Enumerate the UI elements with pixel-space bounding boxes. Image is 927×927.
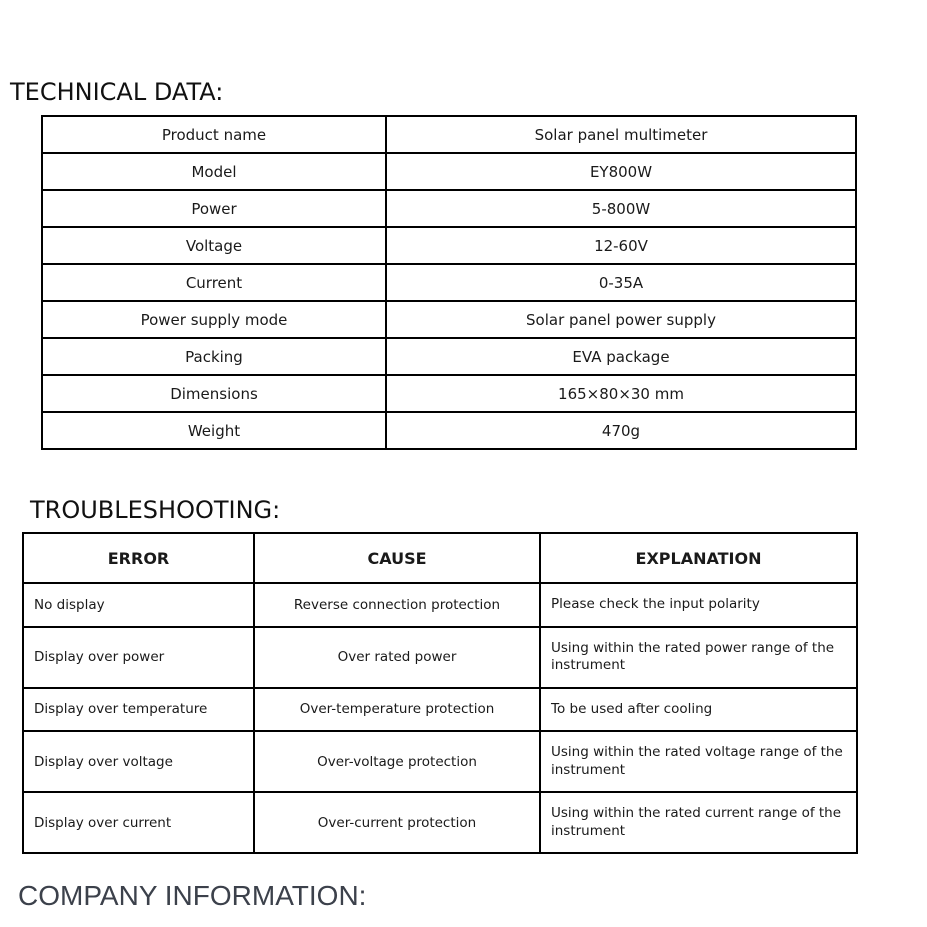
trouble-explanation-cell: Please check the input polarity [540,583,857,627]
table-row [42,153,856,190]
table-row [42,264,856,301]
trouble-explanation-cell: Using within the rated current range of the instrument [540,792,857,853]
document-page [0,78,927,927]
tech-row-value: EVA package [386,338,856,375]
table-row [42,338,856,375]
table-row [42,227,856,264]
trouble-explanation-cell: To be used after cooling [540,688,857,732]
trouble-cause-cell: Reverse connection protection [254,583,540,627]
tech-row-label: Voltage [42,227,386,264]
technical-data-heading: TECHNICAL DATA: [10,78,224,106]
table-row [42,375,856,412]
table-row [23,792,857,853]
tech-row-label: Dimensions [42,375,386,412]
column-header-explanation: EXPLANATION [540,533,857,583]
tech-row-label: Weight [42,412,386,449]
tech-row-label: Model [42,153,386,190]
table-row [42,116,856,153]
tech-row-value: EY800W [386,153,856,190]
table-row [23,688,857,732]
trouble-cause-cell: Over-temperature protection [254,688,540,732]
tech-row-value: 165×80×30 mm [386,375,856,412]
trouble-error-cell: Display over current [23,792,254,853]
trouble-explanation-cell: Using within the rated voltage range of the instrument [540,731,857,792]
tech-row-value: Solar panel power supply [386,301,856,338]
tech-row-label: Power [42,190,386,227]
trouble-error-cell: No display [23,583,254,627]
table-row [42,190,856,227]
table-row [23,731,857,792]
technical-data-table [41,115,857,450]
tech-row-label: Power supply mode [42,301,386,338]
table-row [42,301,856,338]
tech-row-value: 5-800W [386,190,856,227]
tech-row-label: Packing [42,338,386,375]
table-header-row [23,533,857,583]
company-information-heading: COMPANY INFORMATION: [18,880,367,912]
trouble-cause-cell: Over-current protection [254,792,540,853]
troubleshooting-table [22,532,858,854]
table-row [23,627,857,688]
tech-row-value: 470g [386,412,856,449]
trouble-error-cell: Display over power [23,627,254,688]
tech-row-value: 0-35A [386,264,856,301]
table-row [23,583,857,627]
tech-row-value: 12-60V [386,227,856,264]
trouble-error-cell: Display over temperature [23,688,254,732]
trouble-error-cell: Display over voltage [23,731,254,792]
tech-row-value: Solar panel multimeter [386,116,856,153]
tech-row-label: Product name [42,116,386,153]
table-row [42,412,856,449]
trouble-cause-cell: Over-voltage protection [254,731,540,792]
column-header-cause: CAUSE [254,533,540,583]
trouble-explanation-cell: Using within the rated power range of the instrument [540,627,857,688]
trouble-cause-cell: Over rated power [254,627,540,688]
column-header-error: ERROR [23,533,254,583]
tech-row-label: Current [42,264,386,301]
troubleshooting-heading: TROUBLESHOOTING: [30,496,281,524]
